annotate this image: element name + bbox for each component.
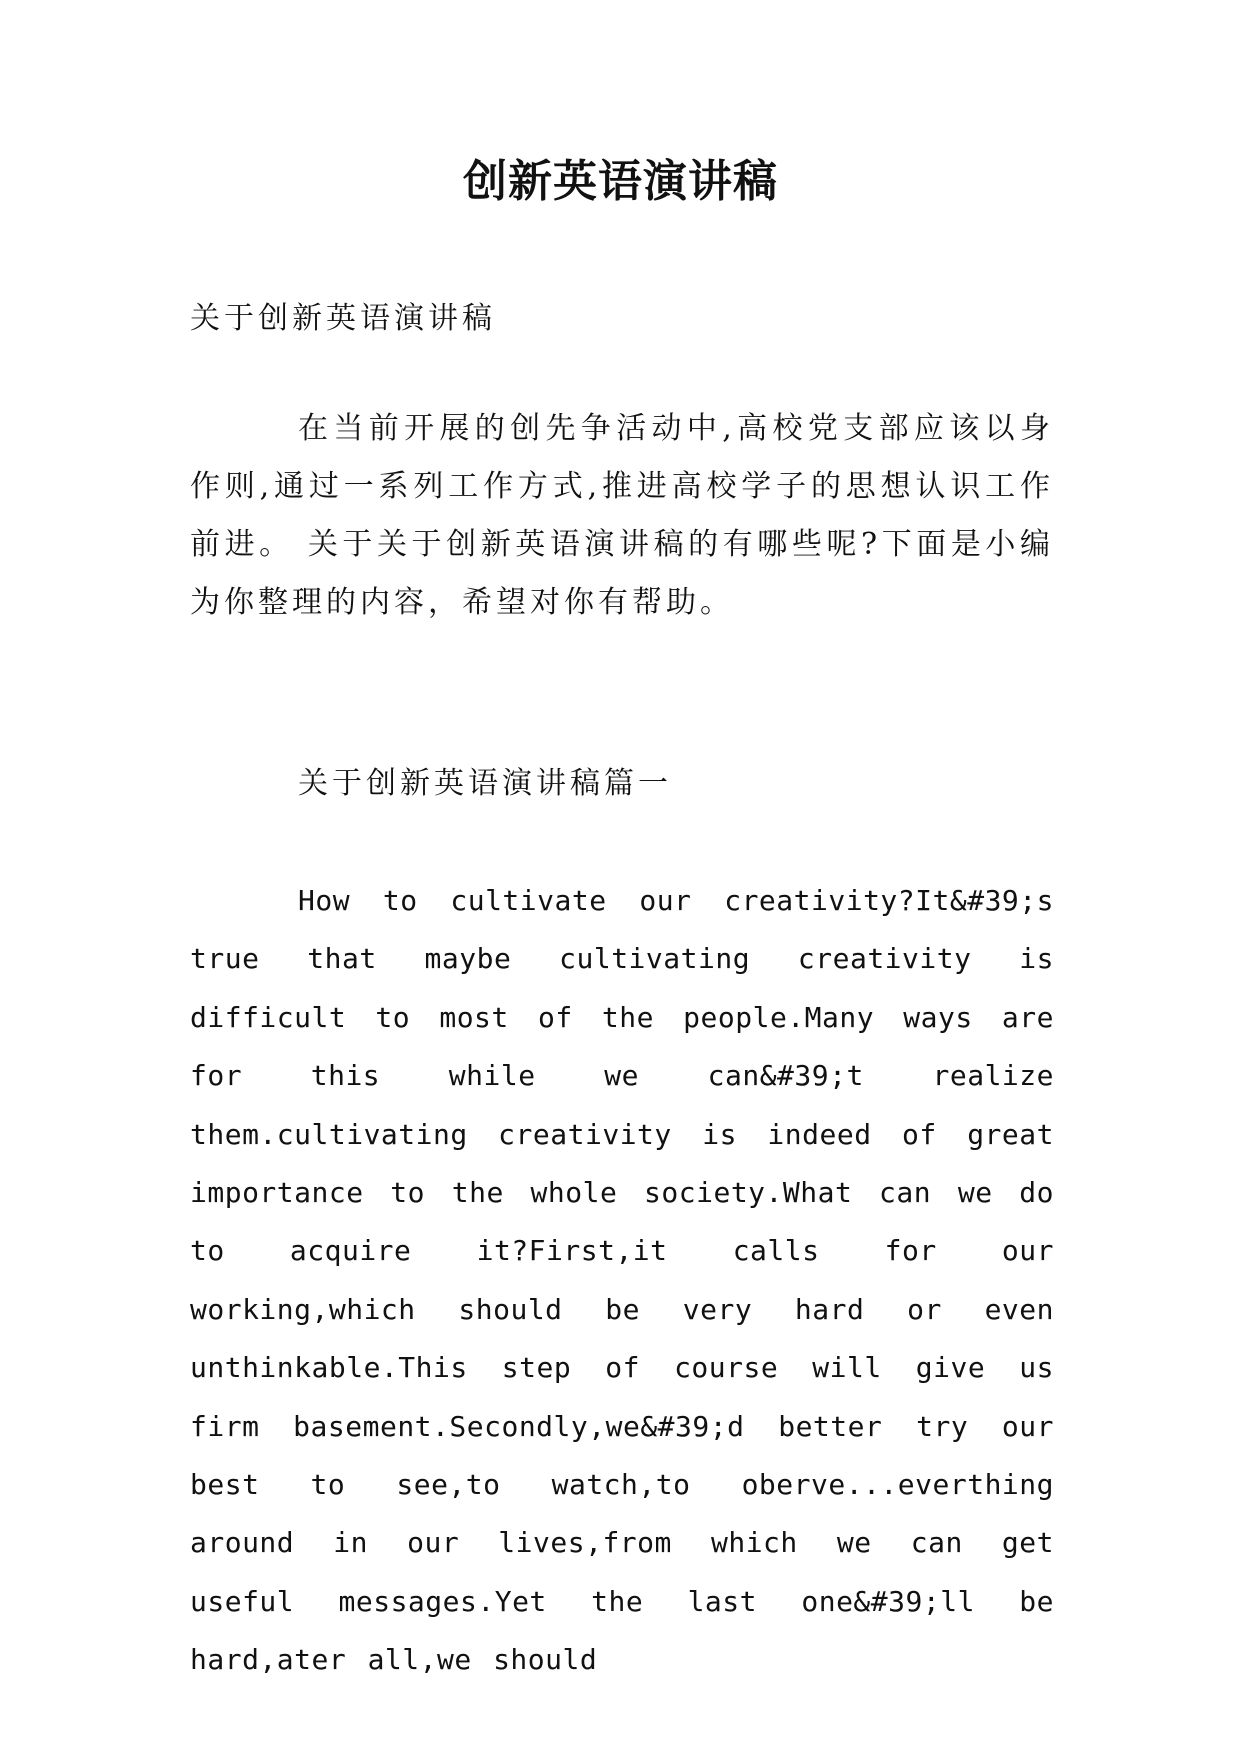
- document-subtitle: 关于创新英语演讲稿: [190, 301, 496, 336]
- section-heading: 关于创新英语演讲稿篇一: [298, 766, 672, 801]
- english-body-paragraph: How to cultivate our creativity?It&#39;s true that maybe cultivating creativity is difficult to most of the people.Many ways are for this while we can&#39;t realize them.cultivating creativity is indeed of great importance to the whole society.What can we do to acquire it?First,it calls for our working,which should be very hard or even unthinkable.This step of course will give us firm basement.Secondly,we&#39;d better try our best to see,to watch,to oberve...everthing around in our lives,from which we can get useful messages.Yet the last one&#39;ll be hard,ater all,we should: [190, 884, 1054, 1677]
- page-title: 创新英语演讲稿: [463, 156, 778, 207]
- intro-paragraph: 在当前开展的创先争活动中,高校党支部应该以身作则,通过一系列工作方式,推进高校学子的思想认识工作前进。 关于关于创新英语演讲稿的有哪些呢?下面是小编为你整理的内容，希望对你有帮助。: [190, 411, 1054, 620]
